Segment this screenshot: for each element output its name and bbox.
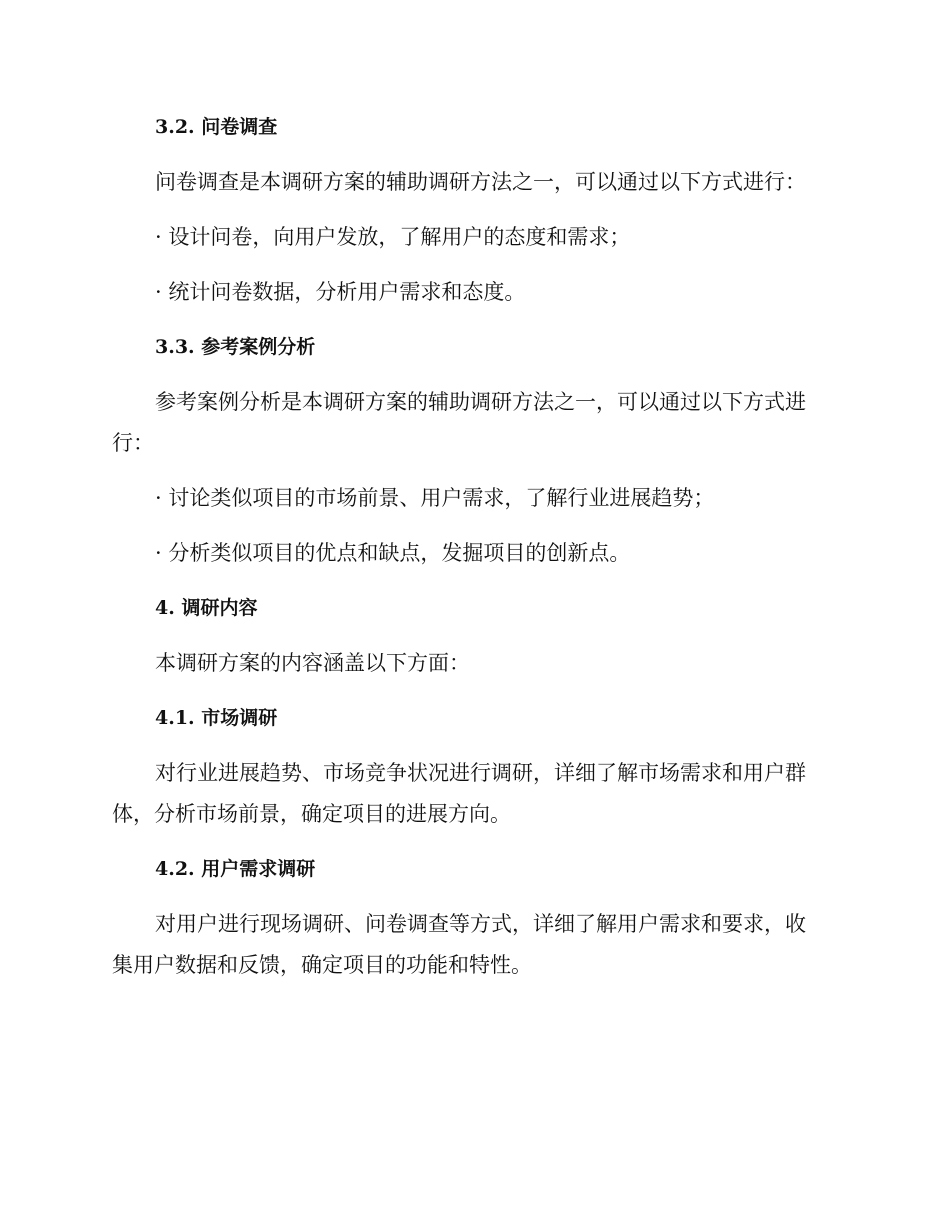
bullet-item: · 设计问卷，向用户发放，了解用户的态度和需求； bbox=[155, 225, 631, 249]
section-heading-4: 4. 调研内容 bbox=[155, 597, 258, 619]
paragraph-line: 集用户数据和反馈，确定项目的功能和特性。 bbox=[112, 953, 532, 977]
bullet-item: · 统计问卷数据，分析用户需求和态度。 bbox=[155, 280, 526, 304]
bullet-item: · 讨论类似项目的市场前景、用户需求，了解行业进展趋势； bbox=[155, 486, 715, 510]
section-heading-3-3: 3.3. 参考案例分析 bbox=[155, 336, 316, 358]
paragraph-line: 对行业进展趋势、市场竞争状况进行调研，详细了解市场需求和用户群 bbox=[155, 761, 806, 785]
paragraph-line: 体，分析市场前景，确定项目的进展方向。 bbox=[112, 802, 511, 826]
section-heading-4-2: 4.2. 用户需求调研 bbox=[155, 858, 316, 880]
section-heading-3-2: 3.2. 问卷调查 bbox=[155, 116, 278, 138]
paragraph-line: 对用户进行现场调研、问卷调查等方式，详细了解用户需求和要求，收 bbox=[155, 912, 806, 936]
paragraph-line: 行： bbox=[112, 431, 154, 455]
paragraph-line: 参考案例分析是本调研方案的辅助调研方法之一，可以通过以下方式进 bbox=[155, 390, 806, 414]
section-heading-4-1: 4.1. 市场调研 bbox=[155, 707, 278, 729]
bullet-item: · 分析类似项目的优点和缺点，发掘项目的创新点。 bbox=[155, 541, 631, 565]
paragraph-line: 本调研方案的内容涵盖以下方面： bbox=[155, 651, 470, 675]
paragraph-line: 问卷调查是本调研方案的辅助调研方法之一，可以通过以下方式进行： bbox=[155, 170, 806, 194]
